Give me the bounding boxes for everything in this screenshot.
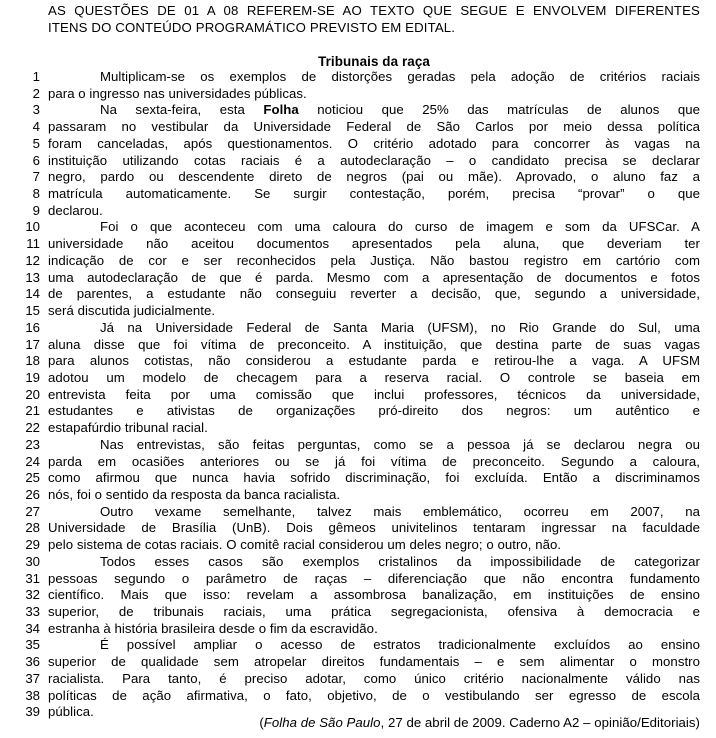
text-line <box>0 420 716 437</box>
text-line <box>0 587 716 604</box>
text-line <box>0 136 716 153</box>
line-number: 7 <box>32 169 40 185</box>
line-text <box>48 270 700 287</box>
line-number: 32 <box>25 587 40 603</box>
justified-run: de parentes, a estudante não conseguiu reverter a decisão, que, segundo a universidade, <box>48 286 700 302</box>
line-text <box>48 604 700 621</box>
text-line <box>0 671 716 688</box>
justified-run: instituição utilizando cotas raciais é a autodeclaração – o candidato precisa se declarar <box>48 152 700 168</box>
page-title: Tribunais da raça <box>318 54 430 69</box>
line-number: 21 <box>25 403 40 419</box>
text-line <box>0 520 716 537</box>
justified-run: como afirmou que nunca havia sofrido discriminação, foi excluída. Então a discriminamos <box>48 470 700 486</box>
justified-run: Já na Universidade Federal de Santa Maria (UFSM), no Rio Grande do Sul, uma <box>100 319 700 335</box>
text-line <box>0 153 716 170</box>
text-line <box>0 654 716 671</box>
attribution-source-name: Folha de São Paulo <box>263 715 381 730</box>
line-text <box>48 253 700 270</box>
line-text <box>48 637 700 654</box>
line-text <box>48 136 700 153</box>
line-text <box>48 320 700 337</box>
justified-run: Nas entrevistas, são feitas perguntas, como se a pessoa já se declarou negra ou <box>100 436 700 452</box>
line-text: pelo sistema de cotas raciais. O comitê racial considerou um deles negro; o outro, não. <box>48 537 562 553</box>
line-text <box>48 454 700 471</box>
justified-run: superior, de tribunais raciais, uma prática segregacionista, ofensiva à democracia e <box>48 604 700 619</box>
line-number: 24 <box>25 453 40 469</box>
line-number: 16 <box>25 319 40 335</box>
line-number: 27 <box>25 503 40 519</box>
justified-run: matrícula automaticamente. Se surgir contestação, porém, precisa “provar” o que <box>48 186 700 202</box>
text-line <box>0 487 716 504</box>
text-line <box>0 604 716 621</box>
line-number: 4 <box>32 119 40 135</box>
line-text <box>48 286 700 303</box>
line-text <box>48 437 700 454</box>
line-number: 3 <box>32 102 40 118</box>
text-line <box>0 537 716 554</box>
line-number: 30 <box>25 553 40 569</box>
line-number: 36 <box>25 654 40 670</box>
line-text <box>48 119 700 136</box>
line-text <box>48 403 700 420</box>
justified-run: entrevista feita por uma comissão que inclui professores, técnicos da universidade, <box>48 386 700 402</box>
line-number: 33 <box>25 604 40 619</box>
justified-run: foram canceladas, após questionamentos. O critério adotado para concorrer às vagas na <box>48 135 700 151</box>
text-line <box>0 637 716 654</box>
justified-run: Outro vexame semelhante, talvez mais emblemático, ocorreu em 2007, na <box>100 503 700 519</box>
attribution-open-paren: ( <box>259 715 264 730</box>
line-number: 20 <box>25 386 40 402</box>
text-line <box>0 86 716 103</box>
line-number: 35 <box>25 637 40 653</box>
justified-run: Na sexta-feira, esta Folha noticiou que 25% das matrículas de alunos que <box>100 102 700 118</box>
line-number: 14 <box>25 286 40 302</box>
line-text <box>48 688 700 705</box>
instruction-line-2: ITENS DO CONTEÚDO PROGRAMÁTICO PREVISTO EM EDITAL. <box>48 20 456 36</box>
text-line <box>0 169 716 186</box>
justified-run: uma autodeclaração de que é parda. Mesmo com a apresentação de documentos e fotos <box>48 269 700 285</box>
justified-run: indicação de cor e ser reconhecidos pela Justiça. Não bastou registro em cartório com <box>48 252 700 268</box>
line-text <box>48 470 700 487</box>
line-text <box>48 353 700 370</box>
line-number: 1 <box>32 69 40 84</box>
text-line <box>0 286 716 303</box>
line-text <box>48 654 700 671</box>
text-line <box>0 387 716 404</box>
text-line <box>0 203 716 220</box>
source-attribution <box>48 714 700 731</box>
line-number: 22 <box>25 420 40 436</box>
justified-run: É possível ampliar o acesso de estratos tradicionalmente excluídos ao ensino <box>100 637 700 653</box>
text-line <box>0 621 716 638</box>
line-number: 13 <box>25 269 40 285</box>
line-number: 31 <box>25 570 40 586</box>
justified-run: Foi o que aconteceu com uma caloura do curso de imagem e som da UFSCar. A <box>100 219 700 235</box>
line-text: pública. <box>48 704 94 720</box>
line-text: nós, foi o sentido da resposta da banca racialista. <box>48 486 341 502</box>
line-text <box>48 186 700 203</box>
line-text <box>48 520 700 537</box>
emphasized-word: Folha <box>263 102 299 118</box>
line-number: 23 <box>25 436 40 452</box>
justified-run: parda em ocasiões anteriores ou se já foi vítima de preconceito. Segundo a caloura, <box>48 453 700 469</box>
line-number: 11 <box>26 236 40 252</box>
line-number: 39 <box>25 704 40 720</box>
justified-run: científico. Mais que isso: revelam a assombrosa banalização, em instituições de ensino <box>48 587 700 603</box>
text-line <box>0 236 716 253</box>
line-number: 5 <box>32 135 40 151</box>
text-line <box>0 337 716 354</box>
line-text <box>48 69 700 86</box>
line-text: declarou. <box>48 202 103 218</box>
line-number: 15 <box>25 303 40 319</box>
line-text <box>48 387 700 404</box>
justified-run: Todos esses casos são exemplos cristalinos da impossibilidade de categorizar <box>100 553 700 569</box>
line-number: 38 <box>25 687 40 703</box>
line-number: 29 <box>25 537 40 553</box>
text-line <box>0 454 716 471</box>
text-line <box>0 320 716 337</box>
line-number: 37 <box>25 670 40 686</box>
justified-run: pessoas segundo o parâmetro de raças – diferenciação que não encontra fundamento <box>48 570 700 586</box>
line-number: 6 <box>32 152 40 168</box>
line-text <box>48 370 700 387</box>
text-line <box>0 219 716 236</box>
line-number: 25 <box>25 470 40 486</box>
justified-run: superior de qualidade sem atropelar direitos fundamentais – e sem alimentar o monstro <box>48 654 700 670</box>
text-line <box>0 119 716 136</box>
text-line <box>0 353 716 370</box>
line-text <box>48 587 700 604</box>
text-line <box>0 554 716 571</box>
line-text: estranha à história brasileira desde o fim da escravidão. <box>48 620 378 636</box>
numbered-text-body <box>0 69 716 721</box>
justified-run: aluna disse que foi vítima de preconceito. A instituição, que destina parte de suas vagas <box>48 336 700 352</box>
line-number: 17 <box>25 336 40 352</box>
instruction-header <box>48 2 700 37</box>
text-line <box>0 504 716 521</box>
justified-run: Multiplicam-se os exemplos de distorções geradas pela adoção de critérios raciais <box>100 69 700 84</box>
justified-run: para alunos cotistas, não considerou a estudante parda e retirou-lhe a vaga. A UFSM <box>48 353 700 369</box>
line-number: 9 <box>32 202 40 218</box>
text-line <box>0 688 716 705</box>
justified-run: negro, pardo ou descendente direto de negros (pai ou mãe). Aprovado, o aluno faz a <box>48 169 700 185</box>
text-line <box>0 270 716 287</box>
text-line <box>0 102 716 119</box>
line-text <box>48 554 700 571</box>
line-text <box>48 153 700 170</box>
attribution-rest: , 27 de abril de 2009. Caderno A2 – opinião/Editoriais) <box>380 715 700 730</box>
justified-run: universidade não aceitou documentos apresentados pela aluna, que deveriam ter <box>48 236 700 252</box>
line-text: será discutida judicialmente. <box>48 303 216 319</box>
line-number: 12 <box>25 252 40 268</box>
justified-run: políticas de ação afirmativa, o fato, objetivo, de o vestibulando ser egresso de escola <box>48 687 700 703</box>
line-number: 18 <box>25 353 40 369</box>
text-line <box>0 69 716 86</box>
text-line <box>0 437 716 454</box>
justified-run: passaram no vestibular da Universidade Federal de São Carlos por meio dessa política <box>48 119 700 135</box>
line-number: 2 <box>32 85 40 101</box>
text-line <box>0 470 716 487</box>
line-text <box>48 219 700 236</box>
text-line <box>0 403 716 420</box>
justified-run: racialista. Para tanto, é preciso adotar, como único critério nacionalmente válido nas <box>48 670 700 686</box>
line-number: 8 <box>32 186 40 202</box>
text-line <box>0 303 716 320</box>
line-text <box>48 671 700 688</box>
text-line <box>0 370 716 387</box>
justified-run: estudantes e ativistas de organizações pró-direito dos negros: um autêntico e <box>48 403 700 419</box>
text-line <box>0 186 716 203</box>
line-number: 26 <box>25 486 40 502</box>
line-text: para o ingresso nas universidades públicas. <box>48 85 307 101</box>
line-number: 34 <box>25 620 40 636</box>
text-line <box>0 571 716 588</box>
instruction-line-1: AS QUESTÕES DE 01 A 08 REFEREM-SE AO TEXTO QUE SEGUE E ENVOLVEM DIFERENTES <box>48 3 700 18</box>
justified-run: Universidade de Brasília (UnB). Dois gêmeos univitelinos tentaram ingressar na faculdade <box>48 520 700 536</box>
line-number: 10 <box>25 219 40 235</box>
line-text <box>48 102 700 119</box>
justified-run: adotou um modelo de checagem para a reserva racial. O controle se baseia em <box>48 369 700 385</box>
line-number: 28 <box>25 520 40 536</box>
line-text: estapafúrdio tribunal racial. <box>48 420 208 436</box>
text-line <box>0 253 716 270</box>
line-text <box>48 337 700 354</box>
line-text <box>48 504 700 521</box>
line-number: 19 <box>25 369 40 385</box>
line-text <box>48 571 700 588</box>
line-text <box>48 236 700 253</box>
line-text <box>48 169 700 186</box>
